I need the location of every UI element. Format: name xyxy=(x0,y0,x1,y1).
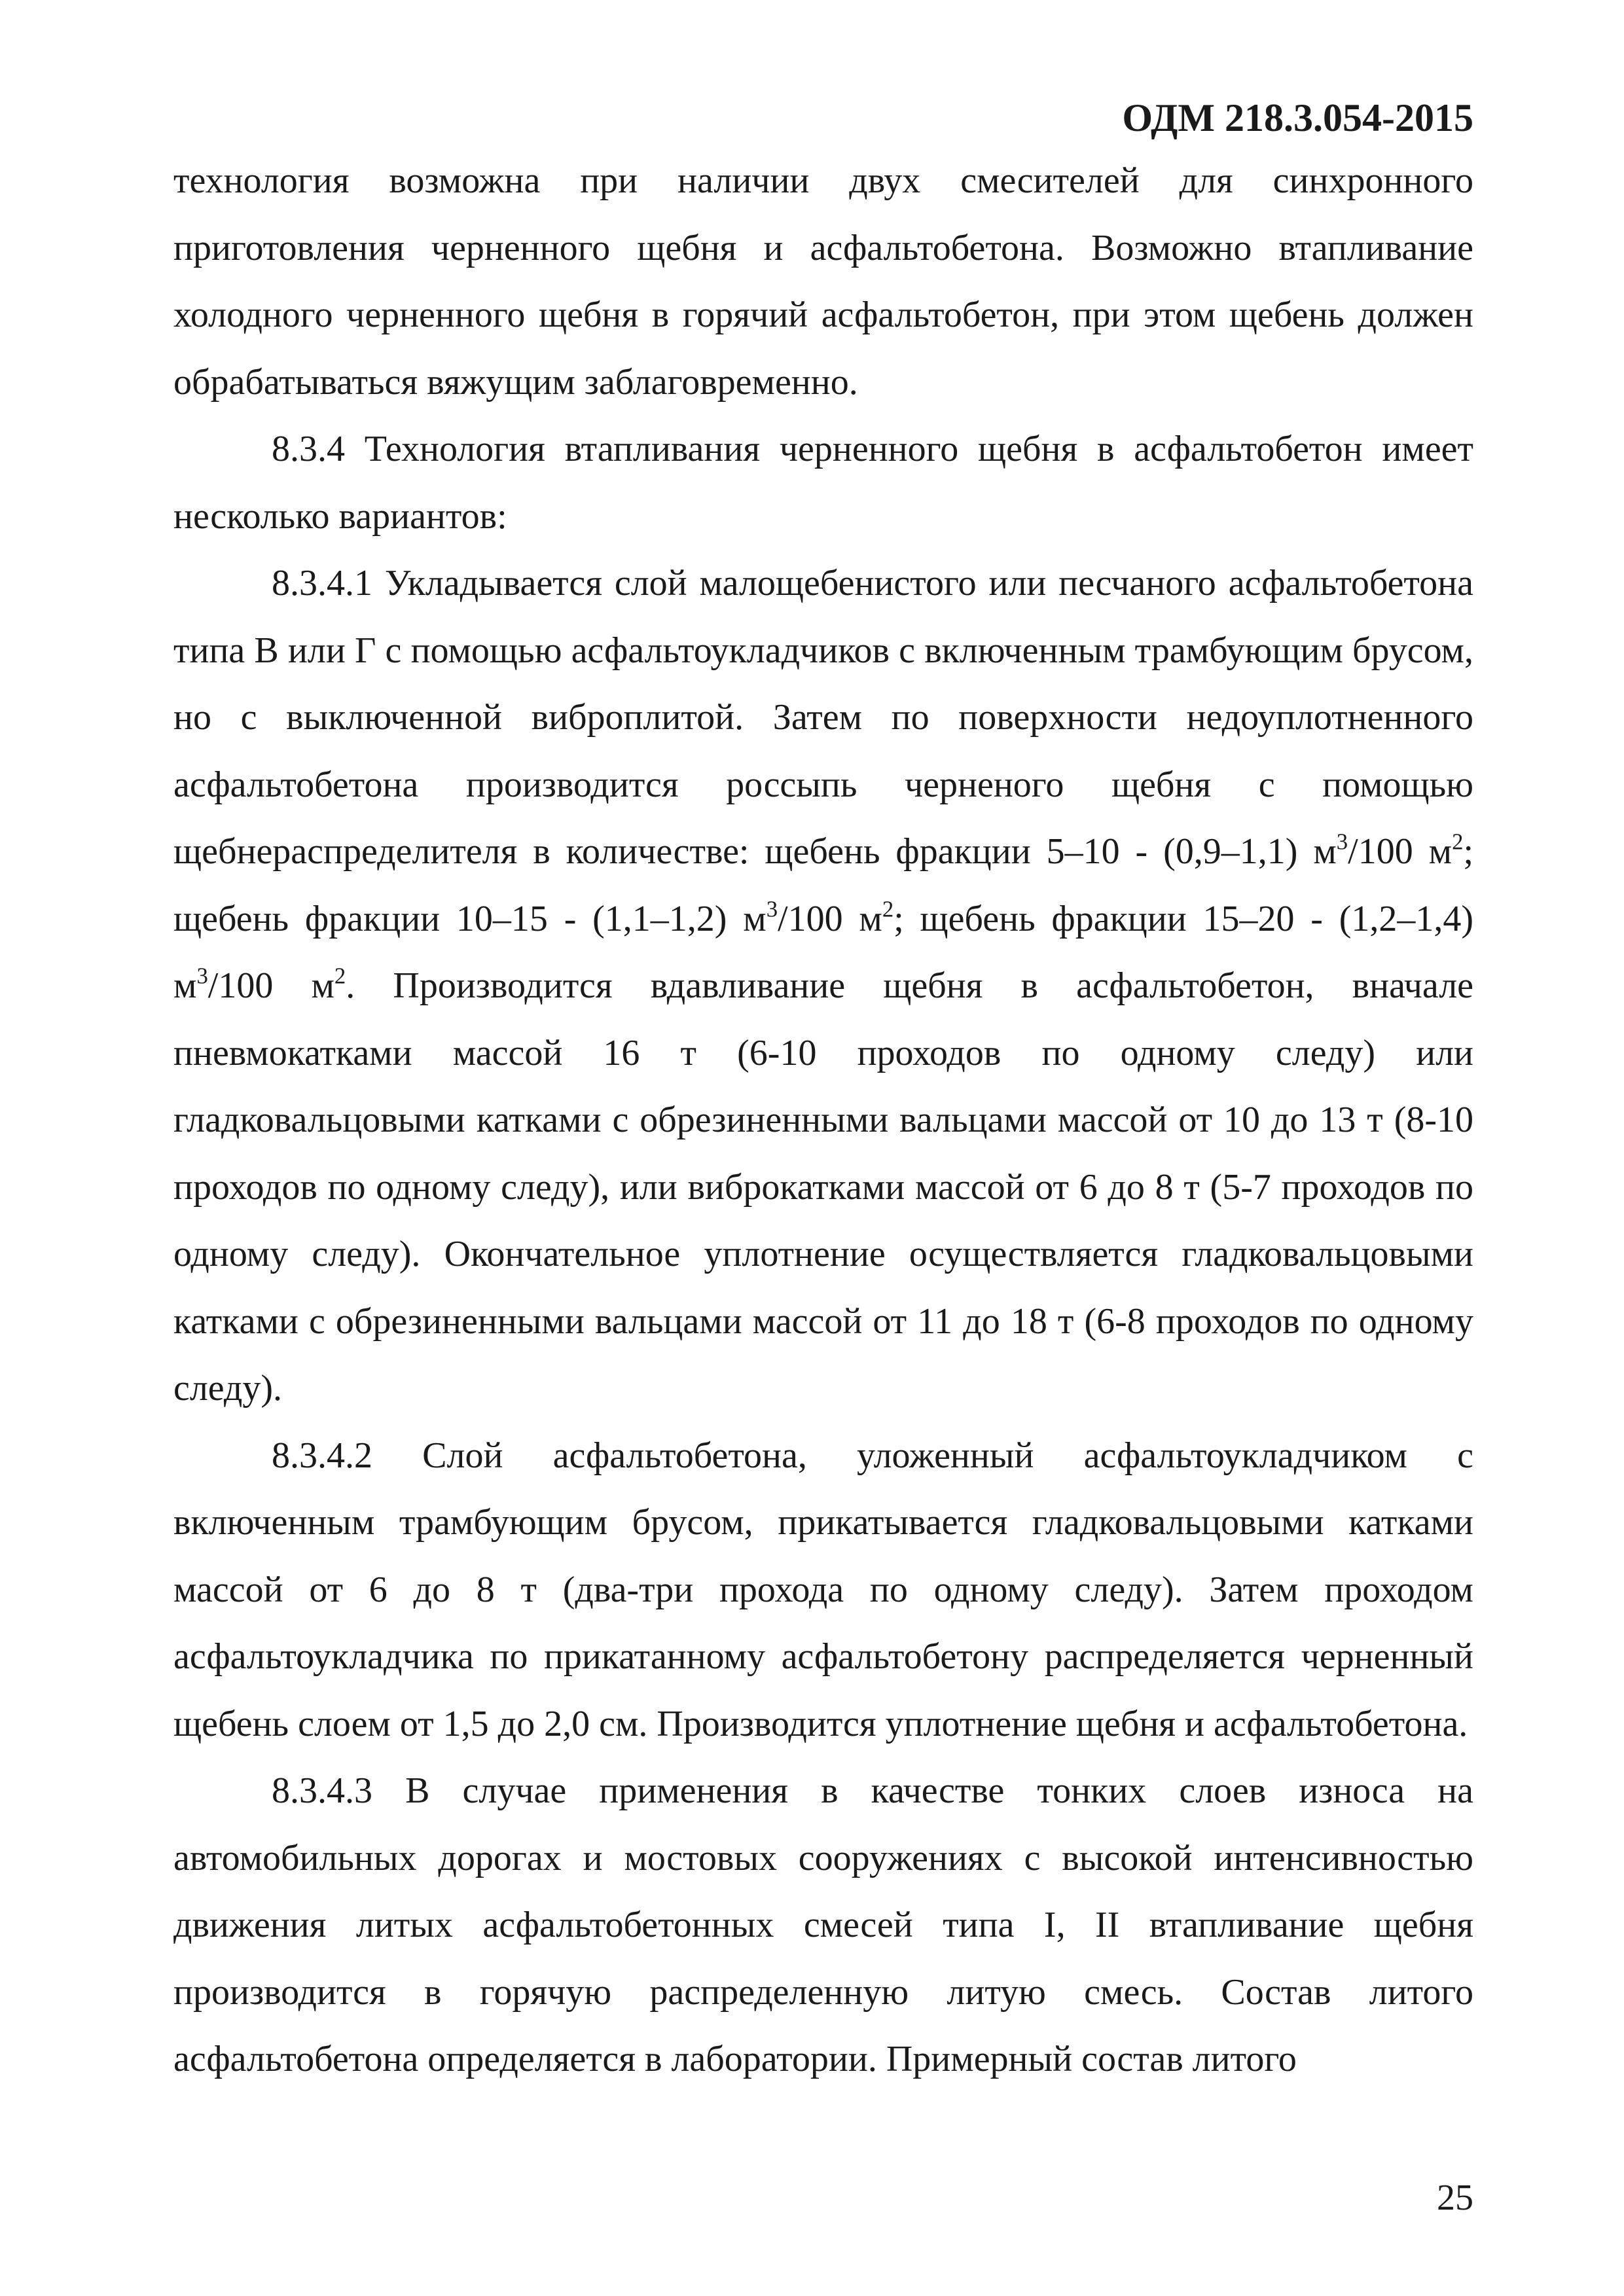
superscript-square: 2 xyxy=(1452,829,1464,855)
paragraph-8-3-4-1-text-b: /100 м xyxy=(1348,831,1453,872)
superscript-cubic: 3 xyxy=(1336,829,1348,855)
paragraph-continuation: технология возможна при наличии двух смесителей для синхронного приготовления черненного щебня и асфальтобетона. Возможно втапливание холодного черненного щебня в горячий асфальтобетон, при этом щебень должен обрабатываться вяжущим заблаговременно. xyxy=(173,160,1473,403)
page-number: 25 xyxy=(1437,2178,1473,2218)
paragraph-8-3-4-1-text-e: ; щебень фракции 15–20 - (1,2–1,4) м xyxy=(173,898,1474,1006)
paragraph-8-3-4-1-text-g: . Производится вдавливание щебня в асфальтобетон, вначале пневмокатками массой 16 т (6-10 проходов по одному следу) или гладковальцовыми катками с обрезиненными вальцами массой от 10 до 13 т (8-10 проходов по одному следу), или виброкатками массой от 6 до 8 т (5-7 проходов по одному следу). Окончательное уплотнение осуществляется гладковальцовыми катками с обрезиненными вальцами массой от 11 до 18 т (6-8 проходов по одному следу). xyxy=(173,965,1473,1408)
paragraph-8-3-4: 8.3.4 Технология втапливания черненного щебня в асфальтобетон имеет несколько вариантов: xyxy=(173,429,1473,537)
paragraph-8-3-4-1 xyxy=(173,550,1473,1422)
paragraph-8-3-4-1-text-f: /100 м xyxy=(208,965,334,1006)
paragraph-8-3-4-2: 8.3.4.2 Слой асфальтобетона, уложенный асфальтоукладчиком с включенным трамбующим брусом, прикатывается гладковальцовыми катками массой от 6 до 8 т (два-три прохода по одному следу). Затем проходом асфальтоукладчика по прикатанному асфальтобетону распределяется черненный щебень слоем от 1,5 до 2,0 см. Производится уплотнение щебня и асфальтобетона. xyxy=(173,1435,1473,1744)
paragraph-8-3-4-1-text-a: 8.3.4.1 Укладывается слой малощебенистого или песчаного асфальтобетона типа В или Г с помощью асфальтоукладчиков с включенным трамбующим брусом, но с выключенной виброплитой. Затем по поверхности недоуплотненного асфальтобетона производится россыпь черненого щебня с помощью щебнераспределителя в количестве: щебень фракции 5–10 - (0,9–1,1) м xyxy=(173,563,1473,872)
paragraph-8-3-4-1-text-c: ; щебень фракции 10–15 - (1,1–1,2) м xyxy=(173,831,1473,939)
superscript-square: 2 xyxy=(334,963,346,989)
superscript-square: 2 xyxy=(882,895,894,922)
paragraph-8-3-4-3: 8.3.4.3 В случае применения в качестве тонких слоев износа на автомобильных дорогах и мостовых сооружениях с высокой интенсивностью движения литых асфальтобетонных смесей типа I, II втапливание щебня производится в горячую распределенную литую смесь. Состав литого асфальтобетона определяется в лаборатории. Примерный состав литого xyxy=(173,1770,1473,2079)
superscript-cubic: 3 xyxy=(196,963,208,989)
document-code-header: ОДМ 218.3.054-2015 xyxy=(1122,96,1473,139)
document-body xyxy=(173,147,1473,2093)
paragraph-8-3-4-1-text-d: /100 м xyxy=(778,898,882,939)
superscript-cubic: 3 xyxy=(766,895,778,922)
